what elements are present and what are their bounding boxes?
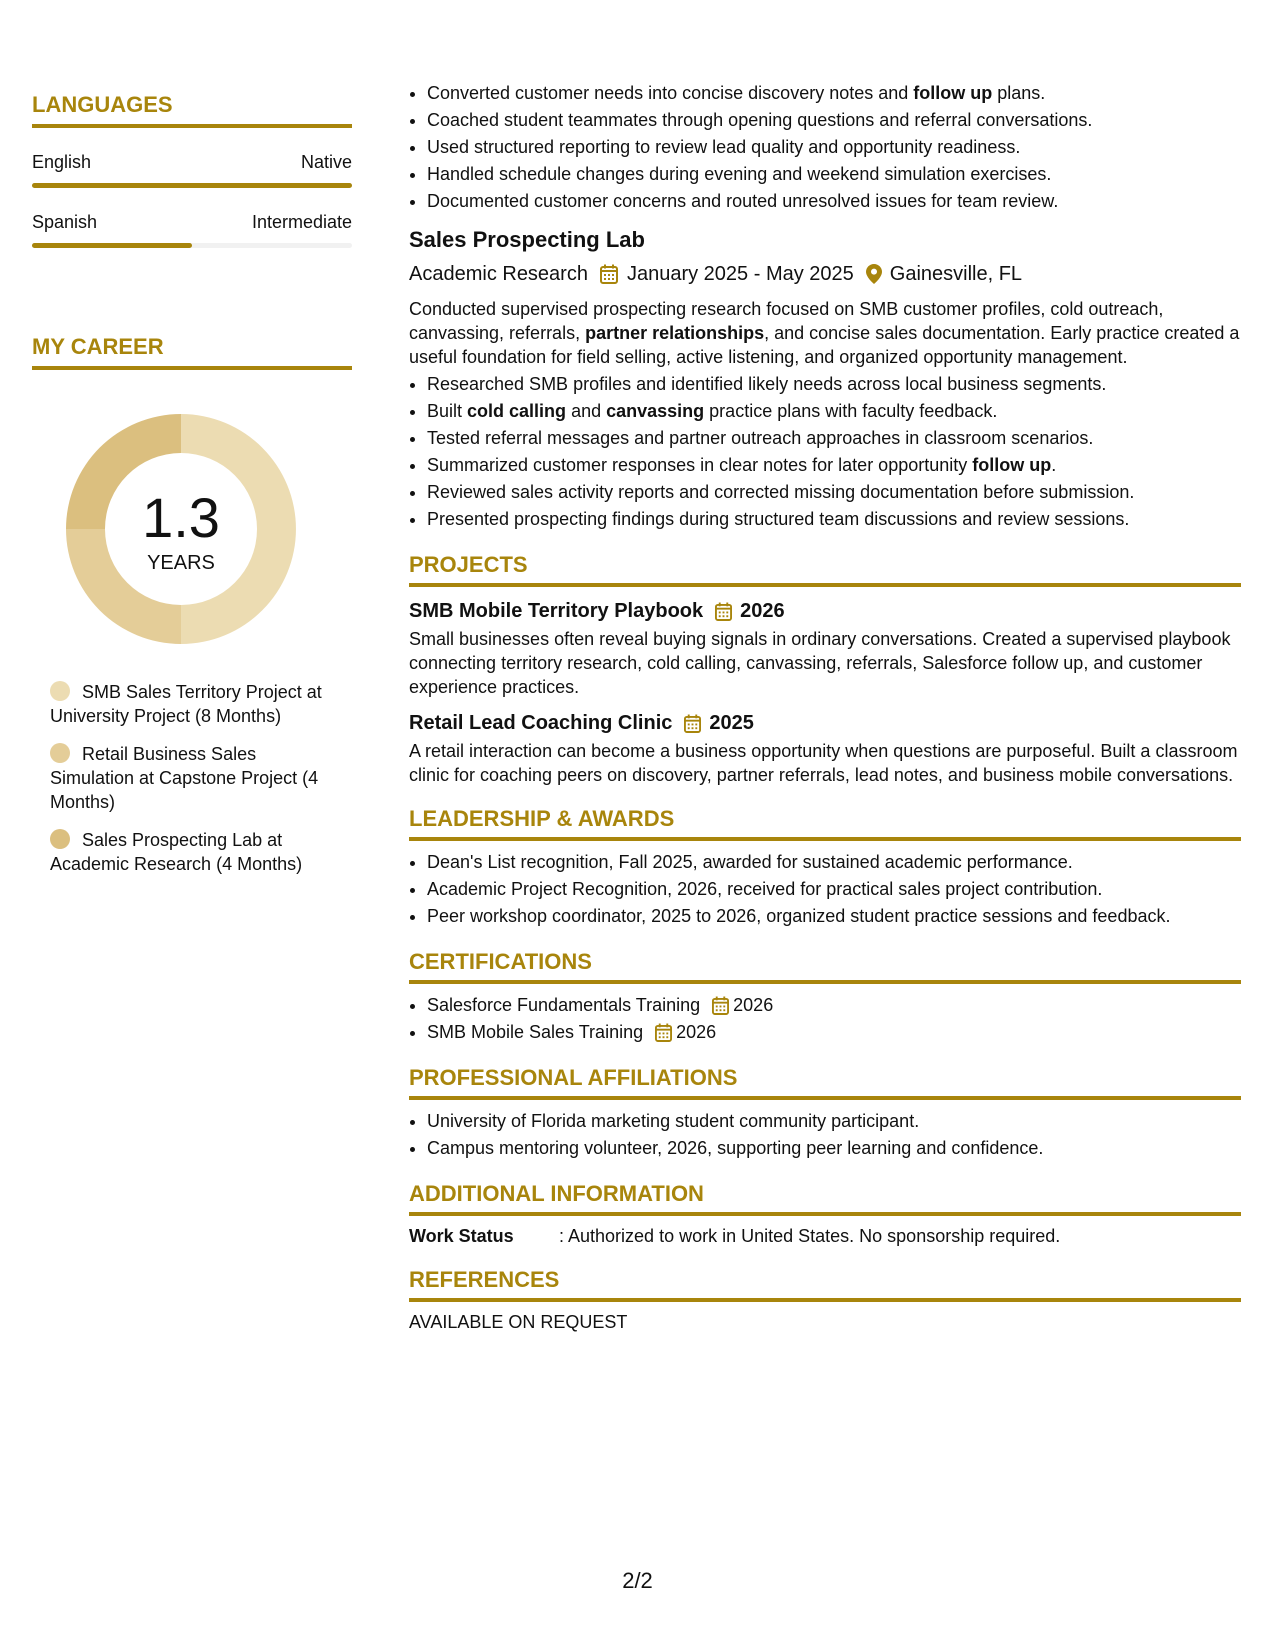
- certifications-heading: CERTIFICATIONS: [409, 948, 1241, 984]
- job-location: Gainesville, FL: [889, 263, 1023, 285]
- languages-heading: LANGUAGES: [32, 92, 352, 128]
- location-pin-icon: [866, 264, 882, 284]
- text-run: Built: [427, 401, 468, 421]
- bullet-item: [427, 134, 1241, 161]
- calendar-icon: [715, 602, 732, 621]
- career-unit: YEARS: [147, 552, 215, 574]
- text-run: Reviewed sales activity reports and corrected missing documentation before submission.: [427, 482, 1135, 502]
- language-item: [32, 212, 352, 248]
- projects-list: [409, 597, 1241, 787]
- certification-name: • Salesforce Fundamentals Training: [427, 995, 701, 1015]
- work-status-value: : Authorized to work in United States. No sponsorship required.: [559, 1226, 1061, 1246]
- project-description: A retail interaction can become a business opportunity when questions are purposeful. Built a classroom clinic for coaching peers on discovery, partner referrals, lead notes, and business mobile conversations.: [409, 741, 1238, 785]
- previous-job-bullets: [409, 80, 1241, 215]
- career-donut: [66, 414, 296, 644]
- language-proficiency-bar: [32, 183, 352, 188]
- language-row: [32, 152, 352, 173]
- certification-year: 2026: [733, 995, 774, 1015]
- bullet-item: [427, 479, 1241, 506]
- career-legend: [50, 680, 330, 876]
- job-dates: January 2025 - May 2025: [626, 263, 854, 285]
- career-heading: MY CAREER: [32, 334, 352, 370]
- language-name: English: [32, 152, 92, 172]
- legend-dot-icon: [50, 743, 70, 763]
- project-title-row: [409, 709, 1241, 737]
- language-name: Spanish: [32, 212, 98, 232]
- page-number: 2/2: [622, 1568, 653, 1593]
- text-run: Documented customer concerns and routed unresolved issues for team review.: [427, 191, 1059, 211]
- certification-name: • SMB Mobile Sales Training: [427, 1022, 644, 1042]
- text-run: Coached student teammates through opening questions and referral conversations.: [427, 110, 1093, 130]
- certification-year: 2026: [676, 1022, 717, 1042]
- main-content: [409, 80, 1241, 1333]
- text-run: Presented prospecting findings during structured team discussions and review sessions.: [427, 509, 1130, 529]
- language-item: [32, 152, 352, 188]
- bullet-item: [427, 80, 1241, 107]
- career-legend-text: Retail Business Sales Simulation at Capstone Project (4 Months): [50, 744, 319, 812]
- career-legend-text: SMB Sales Territory Project at University Project (8 Months): [50, 682, 322, 726]
- bullet-item: • Peer workshop coordinator, 2025 to 2026, organized student practice sessions and feedback.: [427, 903, 1241, 930]
- bullet-item: [427, 188, 1241, 215]
- project-title: Retail Lead Coaching Clinic: [409, 712, 673, 734]
- projects-heading: PROJECTS: [409, 551, 1241, 587]
- work-status-label: Work Status: [409, 1226, 514, 1246]
- job-summary: [409, 297, 1241, 369]
- bold-text: cold calling: [467, 401, 567, 421]
- calendar-icon: [712, 996, 729, 1015]
- awards-list: [409, 849, 1241, 930]
- bullet-item: • Campus mentoring volunteer, 2026, supporting peer learning and confidence.: [427, 1135, 1241, 1162]
- career-legend-item: [50, 742, 330, 814]
- certification-item: [427, 1019, 1241, 1046]
- language-level: Native: [300, 152, 352, 172]
- job-org: Academic Research: [409, 263, 588, 285]
- text-run: Summarized customer responses in clear notes for later opportunity: [427, 455, 973, 475]
- text-run: Researched SMB profiles and identified likely needs across local business segments.: [427, 374, 1107, 394]
- certifications-list: [409, 992, 1241, 1046]
- bullet-item: • University of Florida marketing student community participant.: [427, 1108, 1241, 1135]
- certification-item: [427, 992, 1241, 1019]
- bullet-item: [427, 161, 1241, 188]
- project-year: 2025: [709, 712, 754, 734]
- career-legend-item: [50, 680, 330, 728]
- calendar-icon: [655, 1023, 672, 1042]
- calendar-icon: [600, 264, 618, 284]
- project-year: 2026: [740, 600, 785, 622]
- awards-heading: LEADERSHIP & AWARDS: [409, 805, 1241, 841]
- job-meta: [409, 259, 1241, 289]
- job-bullets: [409, 371, 1241, 533]
- career-legend-item: [50, 828, 330, 876]
- affiliations-list: [409, 1108, 1241, 1162]
- project-description: Small businesses often reveal buying signals in ordinary conversations. Created a supervised playbook connecting territory research, cold calling, canvassing, referrals, Salesforce follow up, and customer experience practices.: [409, 629, 1231, 697]
- text-run: and: [566, 401, 607, 421]
- bold-text: partner relationships: [585, 323, 765, 343]
- job-title: Sales Prospecting Lab: [409, 227, 645, 252]
- bullet-item: • Academic Project Recognition, 2026, received for practical sales project contribution.: [427, 876, 1241, 903]
- languages-list: [32, 152, 352, 248]
- bullet-item: [427, 452, 1241, 479]
- language-row: [32, 212, 352, 233]
- legend-dot-icon: [50, 681, 70, 701]
- bullet-item: [427, 398, 1241, 425]
- bullet-item: [427, 506, 1241, 533]
- language-level: Intermediate: [251, 212, 352, 232]
- text-run: Converted customer needs into concise discovery notes and: [427, 83, 914, 103]
- affiliations-heading: PROFESSIONAL AFFILIATIONS: [409, 1064, 1241, 1100]
- text-run: plans.: [992, 83, 1046, 103]
- work-status-row: [409, 1224, 1241, 1248]
- text-run: practice plans with faculty feedback.: [704, 401, 998, 421]
- project-title: SMB Mobile Territory Playbook: [409, 600, 704, 622]
- text-run: Tested referral messages and partner outreach approaches in classroom scenarios.: [427, 428, 1094, 448]
- legend-dot-icon: [50, 829, 70, 849]
- bullet-item: [427, 425, 1241, 452]
- bullet-item: [427, 371, 1241, 398]
- text-run: , and concise sales documentation. Early practice created a useful foundation for field selling, active listening, and organized opportunity management.: [409, 323, 1240, 367]
- text-run: Handled schedule changes during evening and weekend simulation exercises.: [427, 164, 1052, 184]
- career-total: 1.3: [142, 486, 220, 549]
- bullet-item: • Dean's List recognition, Fall 2025, awarded for sustained academic performance.: [427, 849, 1241, 876]
- sidebar: [32, 92, 352, 890]
- bullet-item: [427, 107, 1241, 134]
- text-run: .: [1051, 455, 1057, 475]
- language-proficiency-fill: [32, 243, 192, 248]
- text-run: Conducted supervised prospecting research focused on SMB customer profiles, cold outreach, canvassing, referrals,: [409, 299, 1164, 343]
- calendar-icon: [684, 714, 701, 733]
- career-legend-text: Sales Prospecting Lab at Academic Research (4 Months): [50, 830, 303, 874]
- bold-text: canvassing: [606, 401, 705, 421]
- bold-text: follow up: [913, 83, 993, 103]
- references-text: AVAILABLE ON REQUEST: [409, 1312, 628, 1332]
- bold-text: follow up: [972, 455, 1052, 475]
- language-proficiency-bar: [32, 243, 352, 248]
- text-run: Used structured reporting to review lead quality and opportunity readiness.: [427, 137, 1021, 157]
- additional-info-heading: ADDITIONAL INFORMATION: [409, 1180, 1241, 1216]
- project-title-row: [409, 597, 1241, 625]
- language-proficiency-fill: [32, 183, 352, 188]
- references-heading: REFERENCES: [409, 1266, 1241, 1302]
